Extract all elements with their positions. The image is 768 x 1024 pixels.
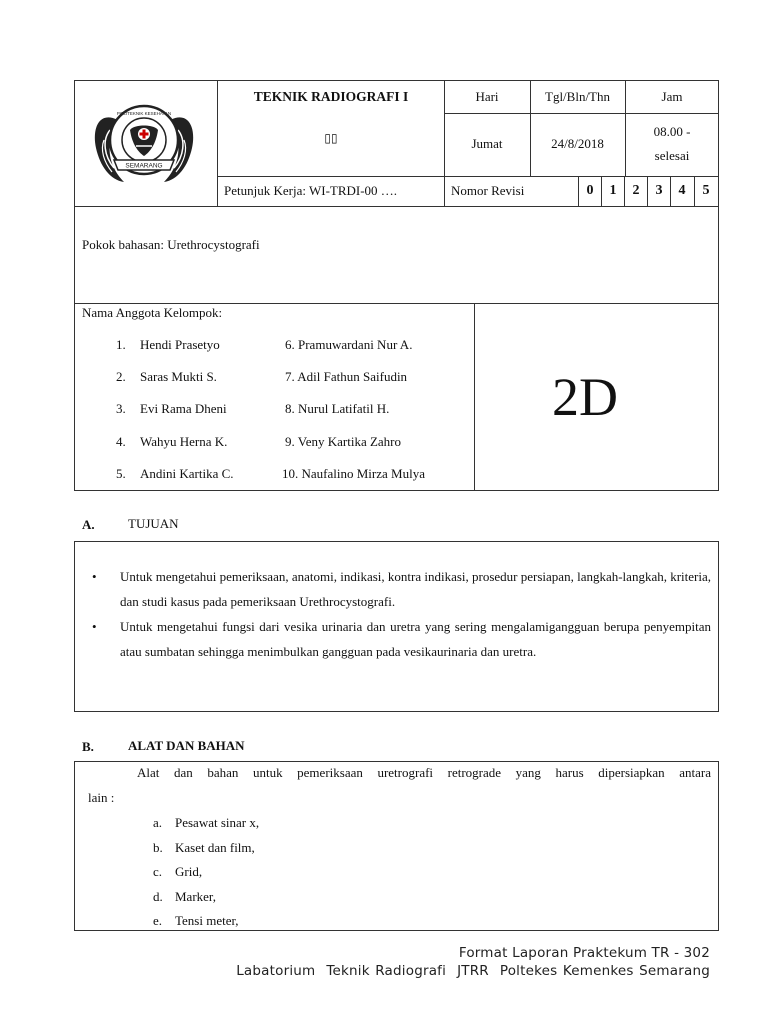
item-label: b. bbox=[153, 840, 163, 855]
member-name: Wahyu Herna K. bbox=[140, 434, 228, 449]
bullet-icon: • bbox=[92, 569, 97, 584]
footer-format: Format Laporan Praktekum TR - 302 bbox=[458, 945, 710, 961]
member-name: Andini Kartika C. bbox=[140, 466, 234, 481]
divider bbox=[217, 176, 719, 177]
members-title: Nama Anggota Kelompok: bbox=[82, 305, 223, 320]
list-item bbox=[92, 564, 711, 614]
revision-label: Nomor Revisi bbox=[451, 183, 525, 198]
item-label: a. bbox=[153, 815, 163, 830]
member-entry: 8. Nurul Latifatil H. bbox=[285, 401, 390, 416]
time-value: selesai bbox=[654, 148, 690, 163]
member-name: Evi Rama Dheni bbox=[140, 401, 227, 416]
item-text: Kaset dan film, bbox=[175, 840, 255, 855]
item-text: Marker, bbox=[175, 889, 216, 904]
date-label: Tgl/Bln/Thn bbox=[545, 89, 610, 104]
item-label: d. bbox=[153, 889, 163, 904]
member-name: Saras Mukti S. bbox=[140, 369, 217, 384]
day-value: Jumat bbox=[471, 136, 503, 151]
group-code: 2D bbox=[552, 367, 618, 427]
member-name: Hendi Prasetyo bbox=[140, 337, 220, 352]
course-symbol: ▯▯ bbox=[324, 131, 338, 145]
section-a-title: TUJUAN bbox=[128, 516, 179, 531]
member-entry: 7. Adil Fathun Saifudin bbox=[285, 369, 408, 384]
materials-box bbox=[74, 761, 719, 931]
member-number: 2. bbox=[116, 369, 126, 384]
item-text: Pesawat sinar x, bbox=[175, 815, 260, 830]
item-label: e. bbox=[153, 913, 163, 928]
time-value: 08.00 - bbox=[653, 124, 691, 139]
institution-logo bbox=[88, 90, 200, 194]
objectives-list bbox=[92, 564, 711, 664]
revision-number: 0 bbox=[586, 183, 594, 198]
footer-lab: Labatorium Teknik Radiografi JTRR Poltekes Kemenkes Semarang bbox=[236, 963, 710, 979]
topic-text: Pokok bahasan: Urethrocystografi bbox=[82, 237, 260, 252]
section-a-letter: A. bbox=[82, 517, 95, 532]
logo-ribbon-text: SEMARANG bbox=[125, 162, 163, 170]
member-entry: 10. Naufalino Mirza Mulya bbox=[282, 466, 425, 481]
revision-number: 3 bbox=[655, 183, 663, 198]
logo-arc-text: POLITEKNIK KESEHATAN bbox=[116, 111, 172, 116]
list-item bbox=[92, 614, 711, 664]
member-number: 3. bbox=[116, 401, 126, 416]
member-number: 5. bbox=[116, 466, 126, 481]
revision-number: 2 bbox=[632, 183, 640, 198]
section-b-letter: B. bbox=[82, 739, 94, 754]
member-entry: 6. Pramuwardani Nur A. bbox=[285, 337, 413, 352]
divider bbox=[444, 113, 719, 114]
member-entry: 9. Veny Kartika Zahro bbox=[285, 434, 402, 449]
topic-box bbox=[74, 206, 719, 304]
bullet-icon: • bbox=[92, 619, 97, 634]
item-text: Tensi meter, bbox=[175, 913, 239, 928]
member-number: 1. bbox=[116, 337, 126, 352]
member-number: 4. bbox=[116, 434, 126, 449]
materials-intro: Alat dan bahan untuk pemeriksaan uretrografi retrograde yang harus dipersiapkan antara bbox=[137, 765, 711, 780]
time-label: Jam bbox=[661, 89, 683, 104]
day-label: Hari bbox=[475, 89, 499, 104]
section-b-title: ALAT DAN BAHAN bbox=[128, 738, 245, 753]
materials-intro: lain : bbox=[88, 790, 115, 805]
item-label: c. bbox=[153, 864, 163, 879]
revision-number: 1 bbox=[609, 183, 617, 198]
course-title: TEKNIK RADIOGRAFI I bbox=[253, 89, 409, 104]
revision-number: 4 bbox=[678, 183, 686, 198]
revision-number: 5 bbox=[702, 183, 710, 198]
date-value: 24/8/2018 bbox=[551, 136, 604, 151]
objective-text: Untuk mengetahui fungsi dari vesika urinaria dan uretra yang sering mengalamigangguan berupa penyempitan atau sumbatan sehingga menimbulkan gangguan pada vesikaurinaria dan uretra. bbox=[120, 619, 711, 659]
item-text: Grid, bbox=[175, 864, 203, 879]
objective-text: Untuk mengetahui pemeriksaan, anatomi, indikasi, kontra indikasi, prosedur persiapan, langkah-langkah, kriteria, dan studi kasus pada pemeriksaan Urethrocystografi. bbox=[120, 569, 711, 609]
work-instruction: Petunjuk Kerja: WI-TRDI-00 …. bbox=[224, 183, 398, 198]
